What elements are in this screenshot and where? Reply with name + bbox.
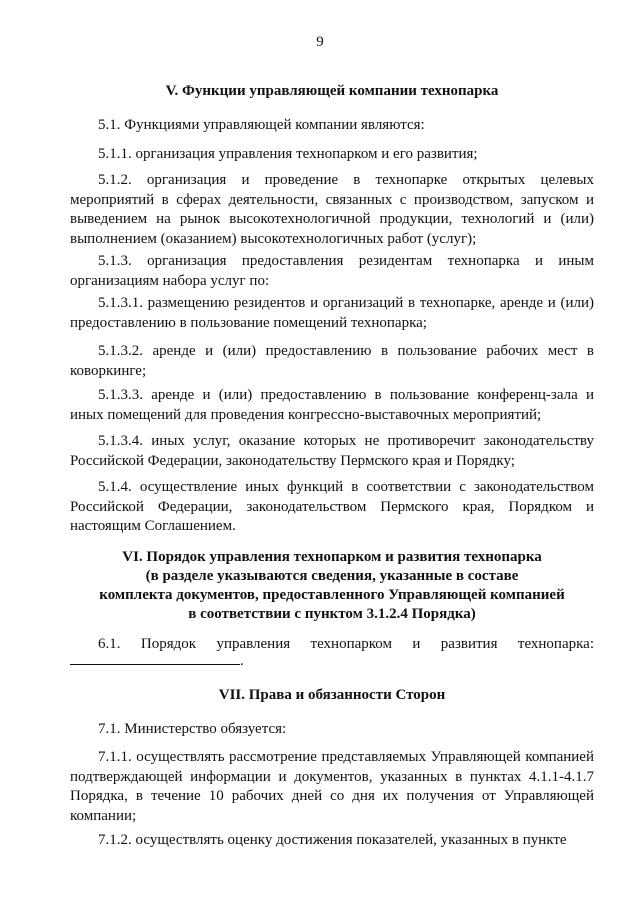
page-number: 9 [316,34,324,50]
paragraph-5-1-3-3: 5.1.3.3. аренде и (или) предоставлению в пользование конференц-зала и иных помещений для проведения конгрессно-выставочных мероприятий; [70,387,594,423]
paragraph-5-1-3-1: 5.1.3.1. размещению резидентов и организаций в технопарке, аренде и (или) предоставлению в пользование помещений технопарка; [70,295,594,331]
section-6-title-line-3: комплекта документов, предоставленного Управляющей компанией [99,587,565,603]
paragraph-5-1-4: 5.1.4. осуществление иных функций в соответствии с законодательством Российской Федерации, законодательством Пермского края, Порядком и настоящим Соглашением. [70,479,594,534]
paragraph-5-1-2: 5.1.2. организация и проведение в технопарке открытых целевых мероприятий в сферах деятельности, связанных с производством, запуском и выведением на рынок высокотехнологичной продукции, технологий и (или) выполнением (оказанием) высокотехнологичных работ (услуг); [70,172,594,247]
paragraph-5-1-3: 5.1.3. организация предоставления резидентам технопарка и иным организациям набора услуг по: [70,253,594,289]
blank-underline [70,663,240,665]
paragraph-5-1-1: 5.1.1. организация управления технопарком и его развития; [98,146,478,162]
blank-fill-line [70,652,594,672]
paragraph-5-1: 5.1. Функциями управляющей компании являются: [98,117,425,133]
paragraph-7-1-1: 7.1.1. осуществлять рассмотрение представляемых Управляющей компанией подтверждающей информации и документов, указанных в пунктах 4.1.1-4.1.7 Порядка, в течение 10 рабочих дней со дня их получения от Управляющей компании; [70,749,594,824]
paragraph-7-1: 7.1. Министерство обязуется: [98,721,287,737]
blank-line-end: . [240,653,244,669]
paragraph-6-1: 6.1. Порядок управления технопарком и развития технопарка: [98,636,594,652]
paragraph-5-1-3-4: 5.1.3.4. иных услуг, оказание которых не противоречит законодательству Российской Федерации, законодательству Пермского края и Порядку; [70,433,594,469]
paragraph-7-1-2: 7.1.2. осуществлять оценку достижения показателей, указанных в пункте [98,832,567,848]
section-6-title-line-1: VI. Порядок управления технопарком и развития технопарка [122,549,542,565]
section-5-title: V. Функции управляющей компании технопарка [165,83,499,99]
section-6-title [70,548,594,624]
paragraph-5-1-3-2: 5.1.3.2. аренде и (или) предоставлению в пользование рабочих мест в коворкинге; [70,343,594,379]
section-6-title-line-2: (в разделе указываются сведения, указанные в составе [145,568,519,584]
section-6-title-line-4: в соответствии с пунктом 3.1.2.4 Порядка) [188,606,476,622]
section-7-title: VII. Права и обязанности Сторон [218,687,446,703]
